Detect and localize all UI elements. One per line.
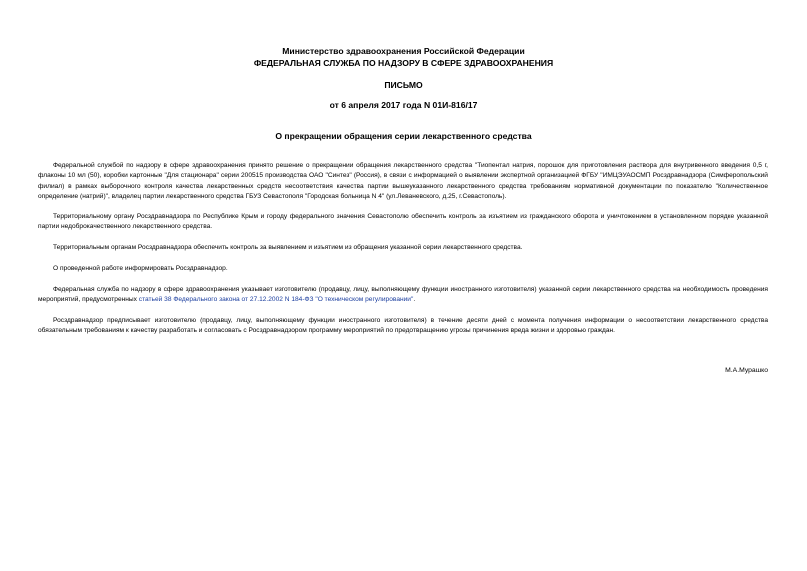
signature: М.А.Мурашко — [725, 367, 768, 374]
paragraph-5 — [38, 285, 768, 306]
paragraph-5-after: . — [413, 296, 416, 304]
document-date-number: от 6 апреля 2017 года N 01И-816/17 — [329, 100, 478, 110]
paragraph-1 — [38, 161, 768, 202]
paragraph-2-text: Территориальному органу Росздравнадзора по Республике Крым и городу федерального значения Севастополю обеспечить контроль за изъятием из гражданского оборота и уничтожением в установленном порядке указанной партии недоброкачественного лекарственного средства. — [38, 213, 768, 231]
paragraph-2 — [38, 212, 768, 233]
paragraph-5-text — [38, 285, 768, 306]
paragraph-6 — [38, 316, 768, 337]
federal-law-link[interactable]: статьей 38 Федерального закона от 27.12.2002 N 184-ФЗ "О техническом регулировании" — [138, 296, 414, 304]
paragraph-4 — [38, 264, 768, 274]
service-title: ФЕДЕРАЛЬНАЯ СЛУЖБА ПО НАДЗОРУ В СФЕРЕ ЗДРАВООХРАНЕНИЯ — [253, 58, 554, 68]
document-subject: О прекращении обращения серии лекарственного средства — [275, 131, 532, 141]
ministry-title: Министерство здравоохранения Российской Федерации — [282, 46, 525, 56]
paragraph-6-text: Росздравнадзор предписывает изготовителю (продавцу, лицу, выполняющему функции иностранного изготовителя) в течение десяти дней с момента получения информации о несоответствии лекарственного средства обязательным требованиям к качеству разработать и согласовать с Росздравнадзором программу мероприятий по предотвращению угрозы причинения вреда жизни и здоровью граждан. — [38, 317, 768, 335]
paragraph-5-before: Федеральная служба по надзору в сфере здравоохранения указывает изготовителю (продавцу, лицу, выполняющему функции иностранного изготовителя) указанной серии лекарственного средства на необходимость проведения мероприятий, предусмотренных — [38, 286, 768, 304]
paragraph-3-text: Территориальным органам Росздравнадзора обеспечить контроль за выявлением и изъятием из обращения указанной серии лекарственного средства. — [53, 244, 523, 251]
document-type: ПИСЬМО — [384, 80, 423, 90]
paragraph-4-text: О проведенной работе информировать Росздравнадзор. — [53, 265, 228, 272]
paragraph-1-text: Федеральной службой по надзору в сфере здравоохранения принято решение о прекращении обращения лекарственного средства "Тиопентал натрия, порошок для приготовления раствора для внутривенного введения 0,5 г, флаконы 10 мл (50), коробки картонные "Для стационара" серии 200515 производства ОАО "Синтез" (Россия), в связи с информацией о выявлении экспертной организацией ФГБУ "ИМЦЭУАОСМП Росздравнадзора (Симферопольский филиал) в рамках выборочного контроля качества лекарственных средств несоответствия качества партии вышеуказанного лекарственного средства требованиям нормативной документации по показателю "Количественное определение (натрий)", владелец партии лекарственного средства ГБУЗ Севастополя "Городская больница N 4" (ул.Леваневского, д.25, г.Севастополь). — [38, 162, 768, 200]
paragraph-3 — [38, 243, 768, 253]
